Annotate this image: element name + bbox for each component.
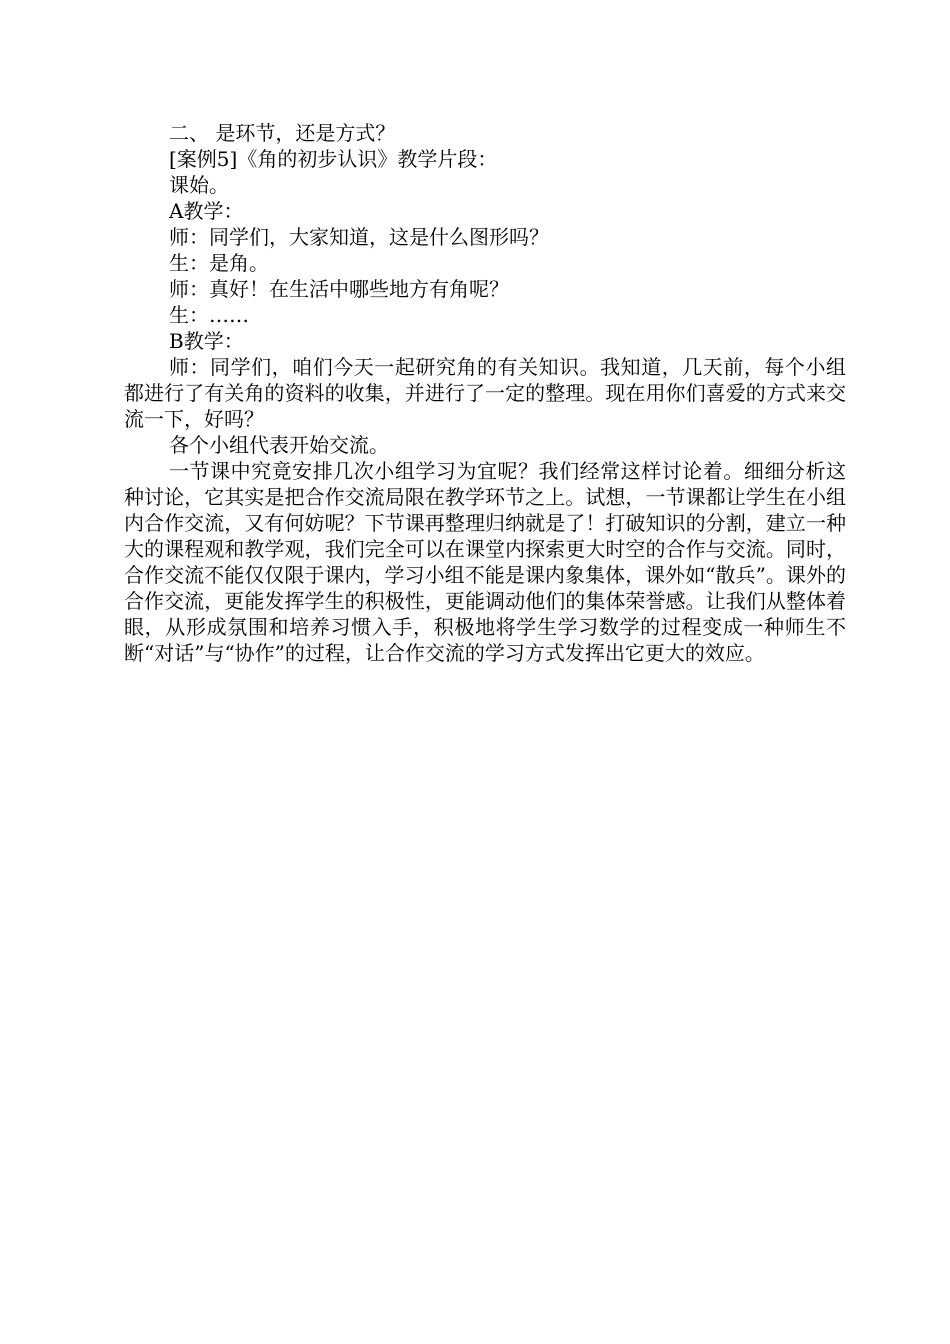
- group-exchange-text: 各个小组代表开始交流。: [169, 433, 389, 457]
- dialogue-line: 师：同学们，大家知道，这是什么图形吗？: [169, 225, 549, 249]
- teaching-b-label: B教学：: [169, 329, 244, 353]
- dialogue-line: 师：真好！在生活中哪些地方有角呢？: [169, 277, 509, 301]
- teaching-a-label: A教学：: [169, 199, 244, 223]
- document-body: [124, 120, 846, 666]
- section-heading: 二、 是环节，还是方式？: [169, 121, 396, 145]
- dialogue-line: 生：是角。: [169, 251, 269, 275]
- class-start-text: 课始。: [169, 173, 229, 197]
- case-title: [案例5]《角的初步认识》教学片段：: [169, 147, 498, 171]
- teacher-speech-paragraph: 师：同学们，咱们今天一起研究角的有关知识。我知道，几天前，每个小组都进行了有关角的资料的收集，并进行了一定的整理。现在用你们喜爱的方式来交流一下，好吗？: [124, 355, 846, 431]
- analysis-paragraph: 一节课中究竟安排几次小组学习为宜呢？我们经常这样讨论着。细细分析这种讨论，它其实是把合作交流局限在教学环节之上。试想，一节课都让学生在小组内合作交流，又有何妨呢？下节课再整理归纳就是了！打破知识的分割，建立一种大的课程观和教学观，我们完全可以在课堂内探索更大时空的合作与交流。同时，合作交流不能仅仅限于课内，学习小组不能是课内象集体，课外如“散兵”。课外的合作交流，更能发挥学生的积极性，更能调动他们的集体荣誉感。让我们从整体着眼，从形成氛围和培养习惯入手，积极地将学生学习数学的过程变成一种师生不断“对话”与“协作”的过程，让合作交流的学习方式发挥出它更大的效应。: [124, 459, 846, 665]
- dialogue-line: 生：……: [169, 303, 249, 327]
